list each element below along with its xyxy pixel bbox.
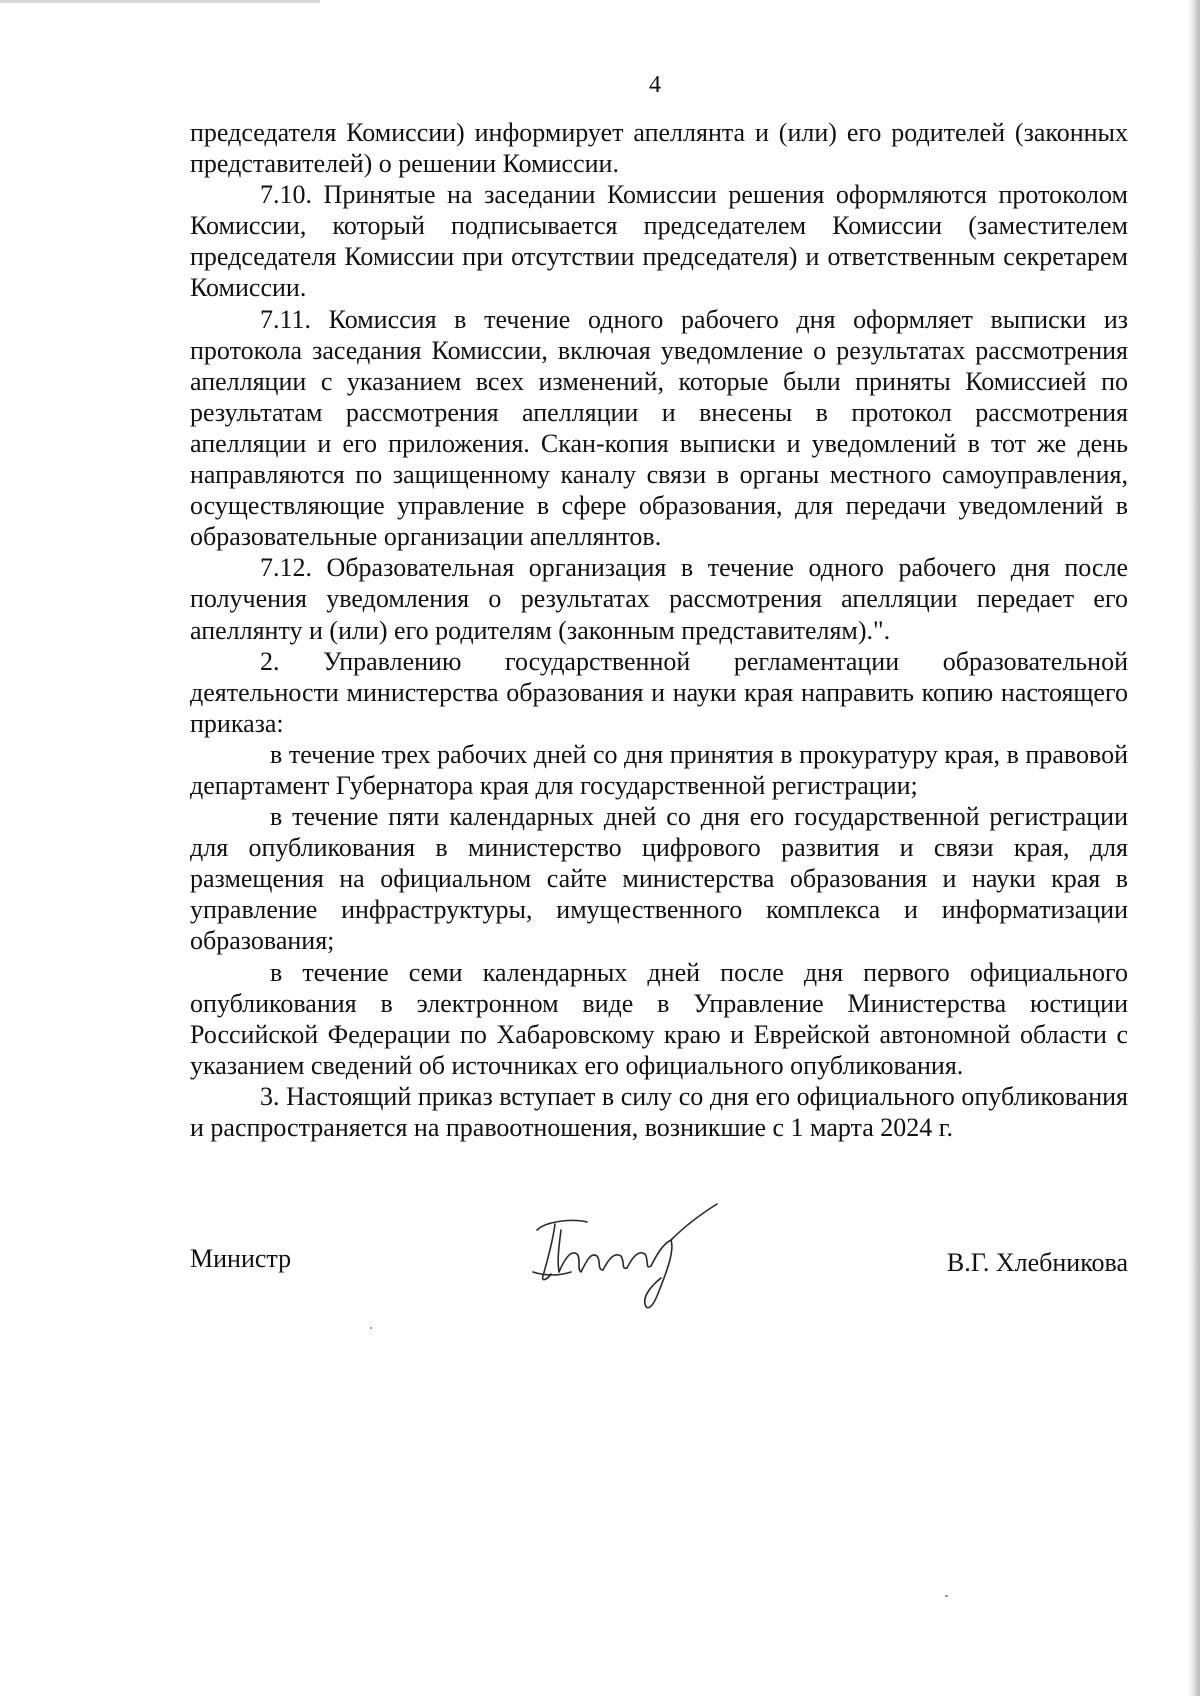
paragraph-2-item-2: в течение пяти календарных дней со дня его государственной регистрации для опубликования в министерство цифрового развития и связи края, для размещения на официальном сайте министерства образования и науки края в управление инфраструктуры, имущественного комплекса и информатизации образования; [190, 802, 1128, 956]
signature-position: Министр [190, 1244, 292, 1273]
paragraph-7-10: 7.10. Принятые на заседании Комиссии решения оформляются протоколом Комиссии, который подписывается председателем Комиссии (заместителем председателя Комиссии при отсутствии председателя) и ответственным секретарем Комиссии. [190, 180, 1128, 303]
paragraph-7-11: 7.11. Комиссия в течение одного рабочего дня оформляет выписки из протокола заседания Комиссии, включая уведомление о результатах рассмотрения апелляции с указанием всех изменений, которые были приняты Комиссией по результатам рассмотрения апелляции и внесены в протокол рассмотрения апелляции и его приложения. Скан-копия выписки и уведомлений в тот же день направляются по защищенному каналу связи в органы местного самоуправления, осуществляющие управление в сфере образования, для передачи уведомлений в образовательные организации апеллянтов. [190, 304, 1128, 552]
signature-block [190, 1244, 1128, 1284]
document-body [190, 117, 1128, 1143]
paragraph-2: 2. Управлению государственной регламентации образовательной деятельности министерства образования и науки края направить копию настоящего приказа: [190, 646, 1128, 738]
paragraph-2-item-3: в течение семи календарных дней после дня первого официального опубликования в электронном виде в Управление Министерства юстиции Российской Федерации по Хабаровскому краю и Еврейской автономной области с указанием сведений об источниках его официального опубликования. [190, 957, 1128, 1080]
page-number: 4 [649, 72, 661, 98]
paragraph-7-12: 7.12. Образовательная организация в течение одного рабочего дня после получения уведомления о результатах рассмотрения апелляции передает его апеллянту и (или) его родителям (законным представителям).". [190, 553, 1128, 645]
scan-artifact-top [0, 0, 320, 3]
paragraph-3: 3. Настоящий приказ вступает в силу со дня его официального опубликования и распространяется на правоотношения, возникшие с 1 марта 2024 г. [190, 1081, 1128, 1142]
scan-speck [370, 1327, 372, 1329]
signature-name: В.Г. Хлебникова [946, 1248, 1128, 1277]
scan-artifact-edge [1188, 0, 1200, 1696]
paragraph-2-item-1: в течение трех рабочих дней со дня принятия в прокуратуру края, в правовой департамент Губернатора края для государственной регистрации; [190, 739, 1128, 800]
paragraph-continuation: председателя Комиссии) информирует апеллянта и (или) его родителей (законных представителей) о решении Комиссии. [190, 118, 1128, 179]
scan-speck [945, 1595, 948, 1597]
